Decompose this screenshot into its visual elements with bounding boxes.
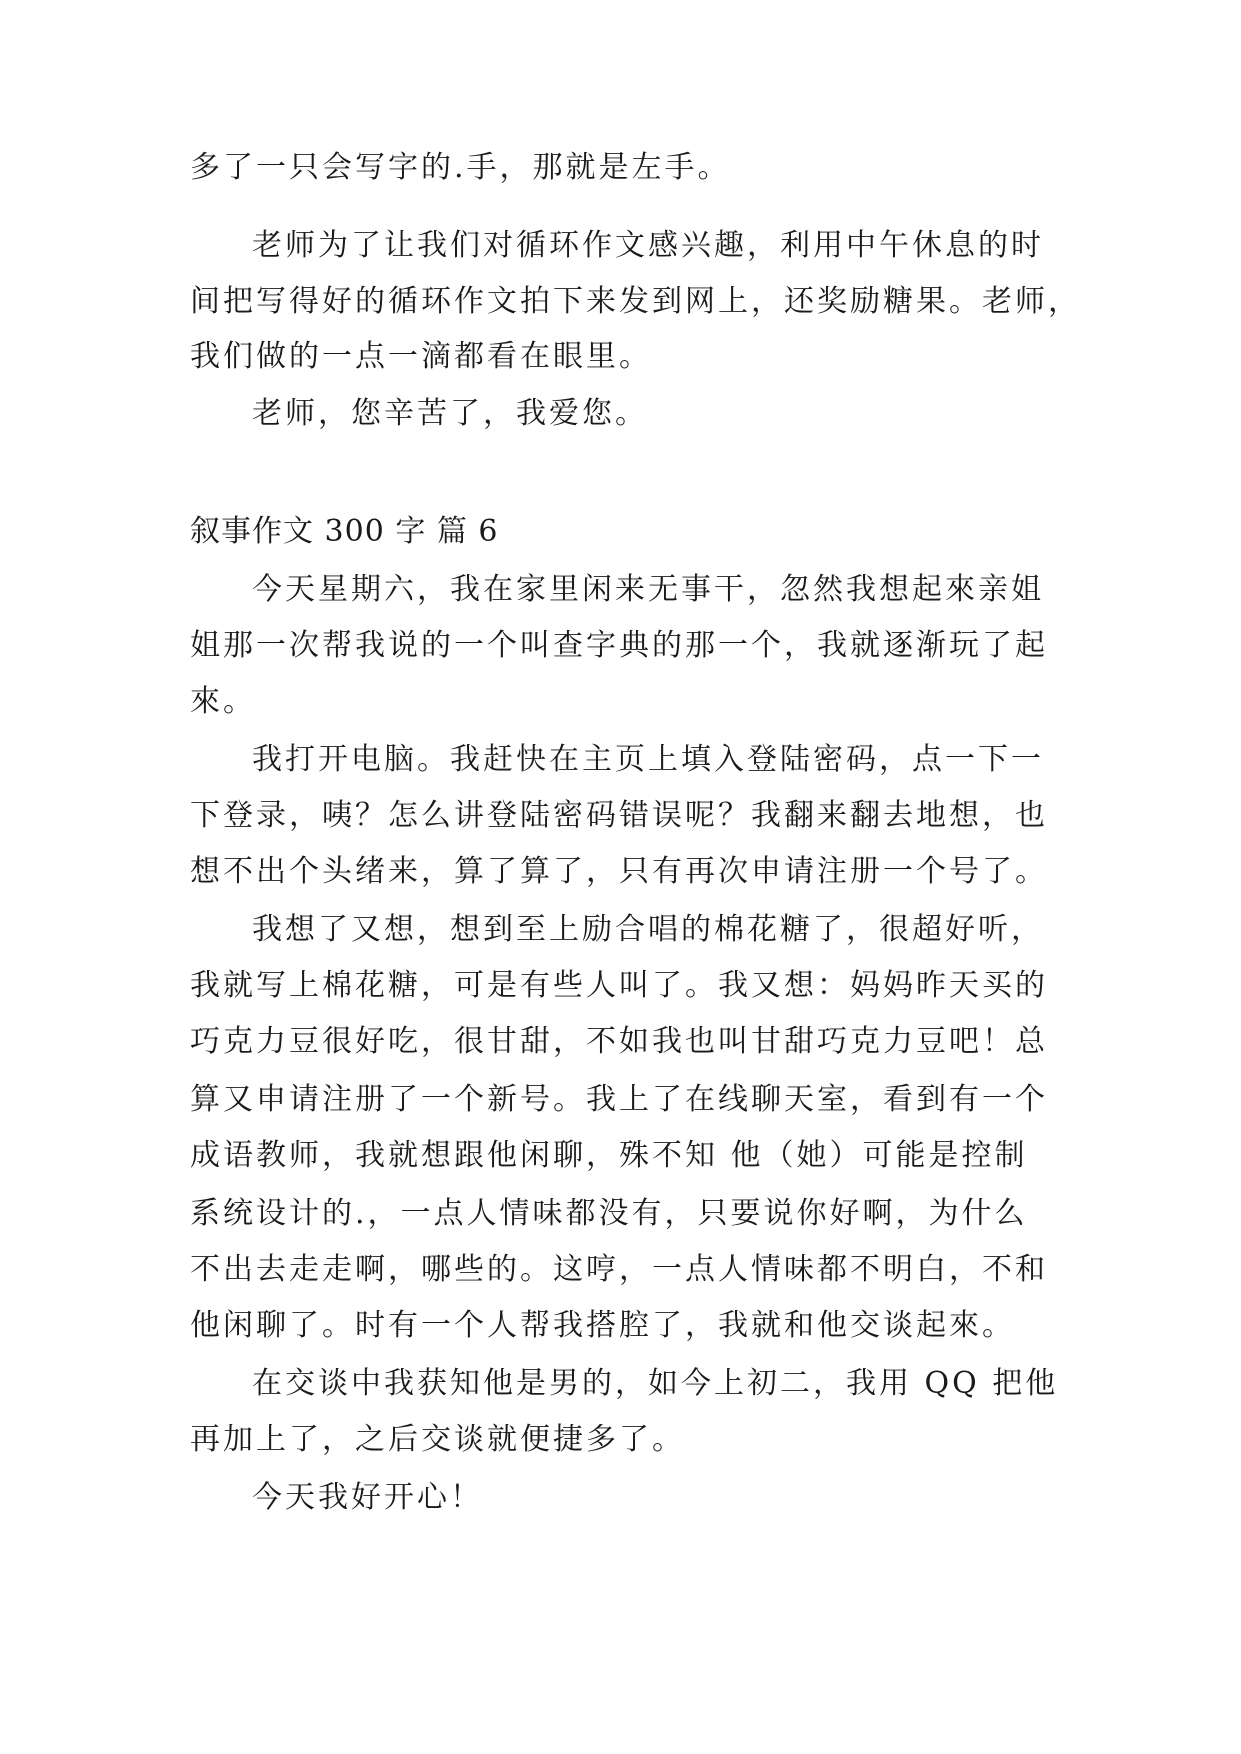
text-line: 再加上了，之后交谈就便捷多了。 <box>190 1422 685 1457</box>
text-line: 我就写上棉花糖，可是有些人叫了。我又想：妈妈昨天买的 <box>190 968 1048 1003</box>
text-line: 算又申请注册了一个新号。我上了在线聊天室，看到有一个 <box>190 1082 1048 1117</box>
text-line: 來。 <box>190 684 256 719</box>
text-line: 今天星期六，我在家里闲来无事干，忽然我想起來亲姐 <box>252 572 1044 607</box>
text-line: 姐那一次帮我说的一个叫查字典的那一个，我就逐渐玩了起 <box>190 628 1048 663</box>
text-line: 老师为了让我们对循环作文感兴趣，利用中午休息的时 <box>252 228 1044 263</box>
text-line: 想不出个头绪来，算了算了，只有再次申请注册一个号了。 <box>190 854 1048 889</box>
text-line: 在交谈中我获知他是男的，如今上初二，我用 QQ 把他 <box>252 1366 1059 1401</box>
text-line: 我们做的一点一滴都看在眼里。 <box>190 339 652 374</box>
text-line: 系统设计的.，一点人情味都没有，只要说你好啊，为什么 <box>190 1196 1028 1231</box>
text-line: 成语教师，我就想跟他闲聊，殊不知 他（她）可能是控制 <box>190 1138 1028 1173</box>
text-line: 他闲聊了。时有一个人帮我搭腔了，我就和他交谈起來。 <box>190 1308 1015 1343</box>
text-line: 下登录，咦？怎么讲登陆密码错误呢？我翻来翻去地想，也 <box>190 798 1048 833</box>
text-line: 老师，您辛苦了，我爱您。 <box>252 396 648 431</box>
text-line: 巧克力豆很好吃，很甘甜，不如我也叫甘甜巧克力豆吧！总 <box>190 1024 1048 1059</box>
text-line: 间把写得好的循环作文拍下来发到网上，还奖励糖果。老师， <box>190 284 1081 319</box>
text-line: 今天我好开心！ <box>252 1480 483 1515</box>
section-heading: 叙事作文 300 字 篇 6 <box>190 514 499 549</box>
text-line: 多了一只会写字的.手，那就是左手。 <box>190 150 731 185</box>
text-line: 不出去走走啊，哪些的。这哼，一点人情味都不明白，不和 <box>190 1252 1048 1287</box>
text-line: 我打开电脑。我赶快在主页上填入登陆密码，点一下一 <box>252 742 1044 777</box>
text-line: 我想了又想，想到至上励合唱的棉花糖了，很超好听， <box>252 912 1044 947</box>
